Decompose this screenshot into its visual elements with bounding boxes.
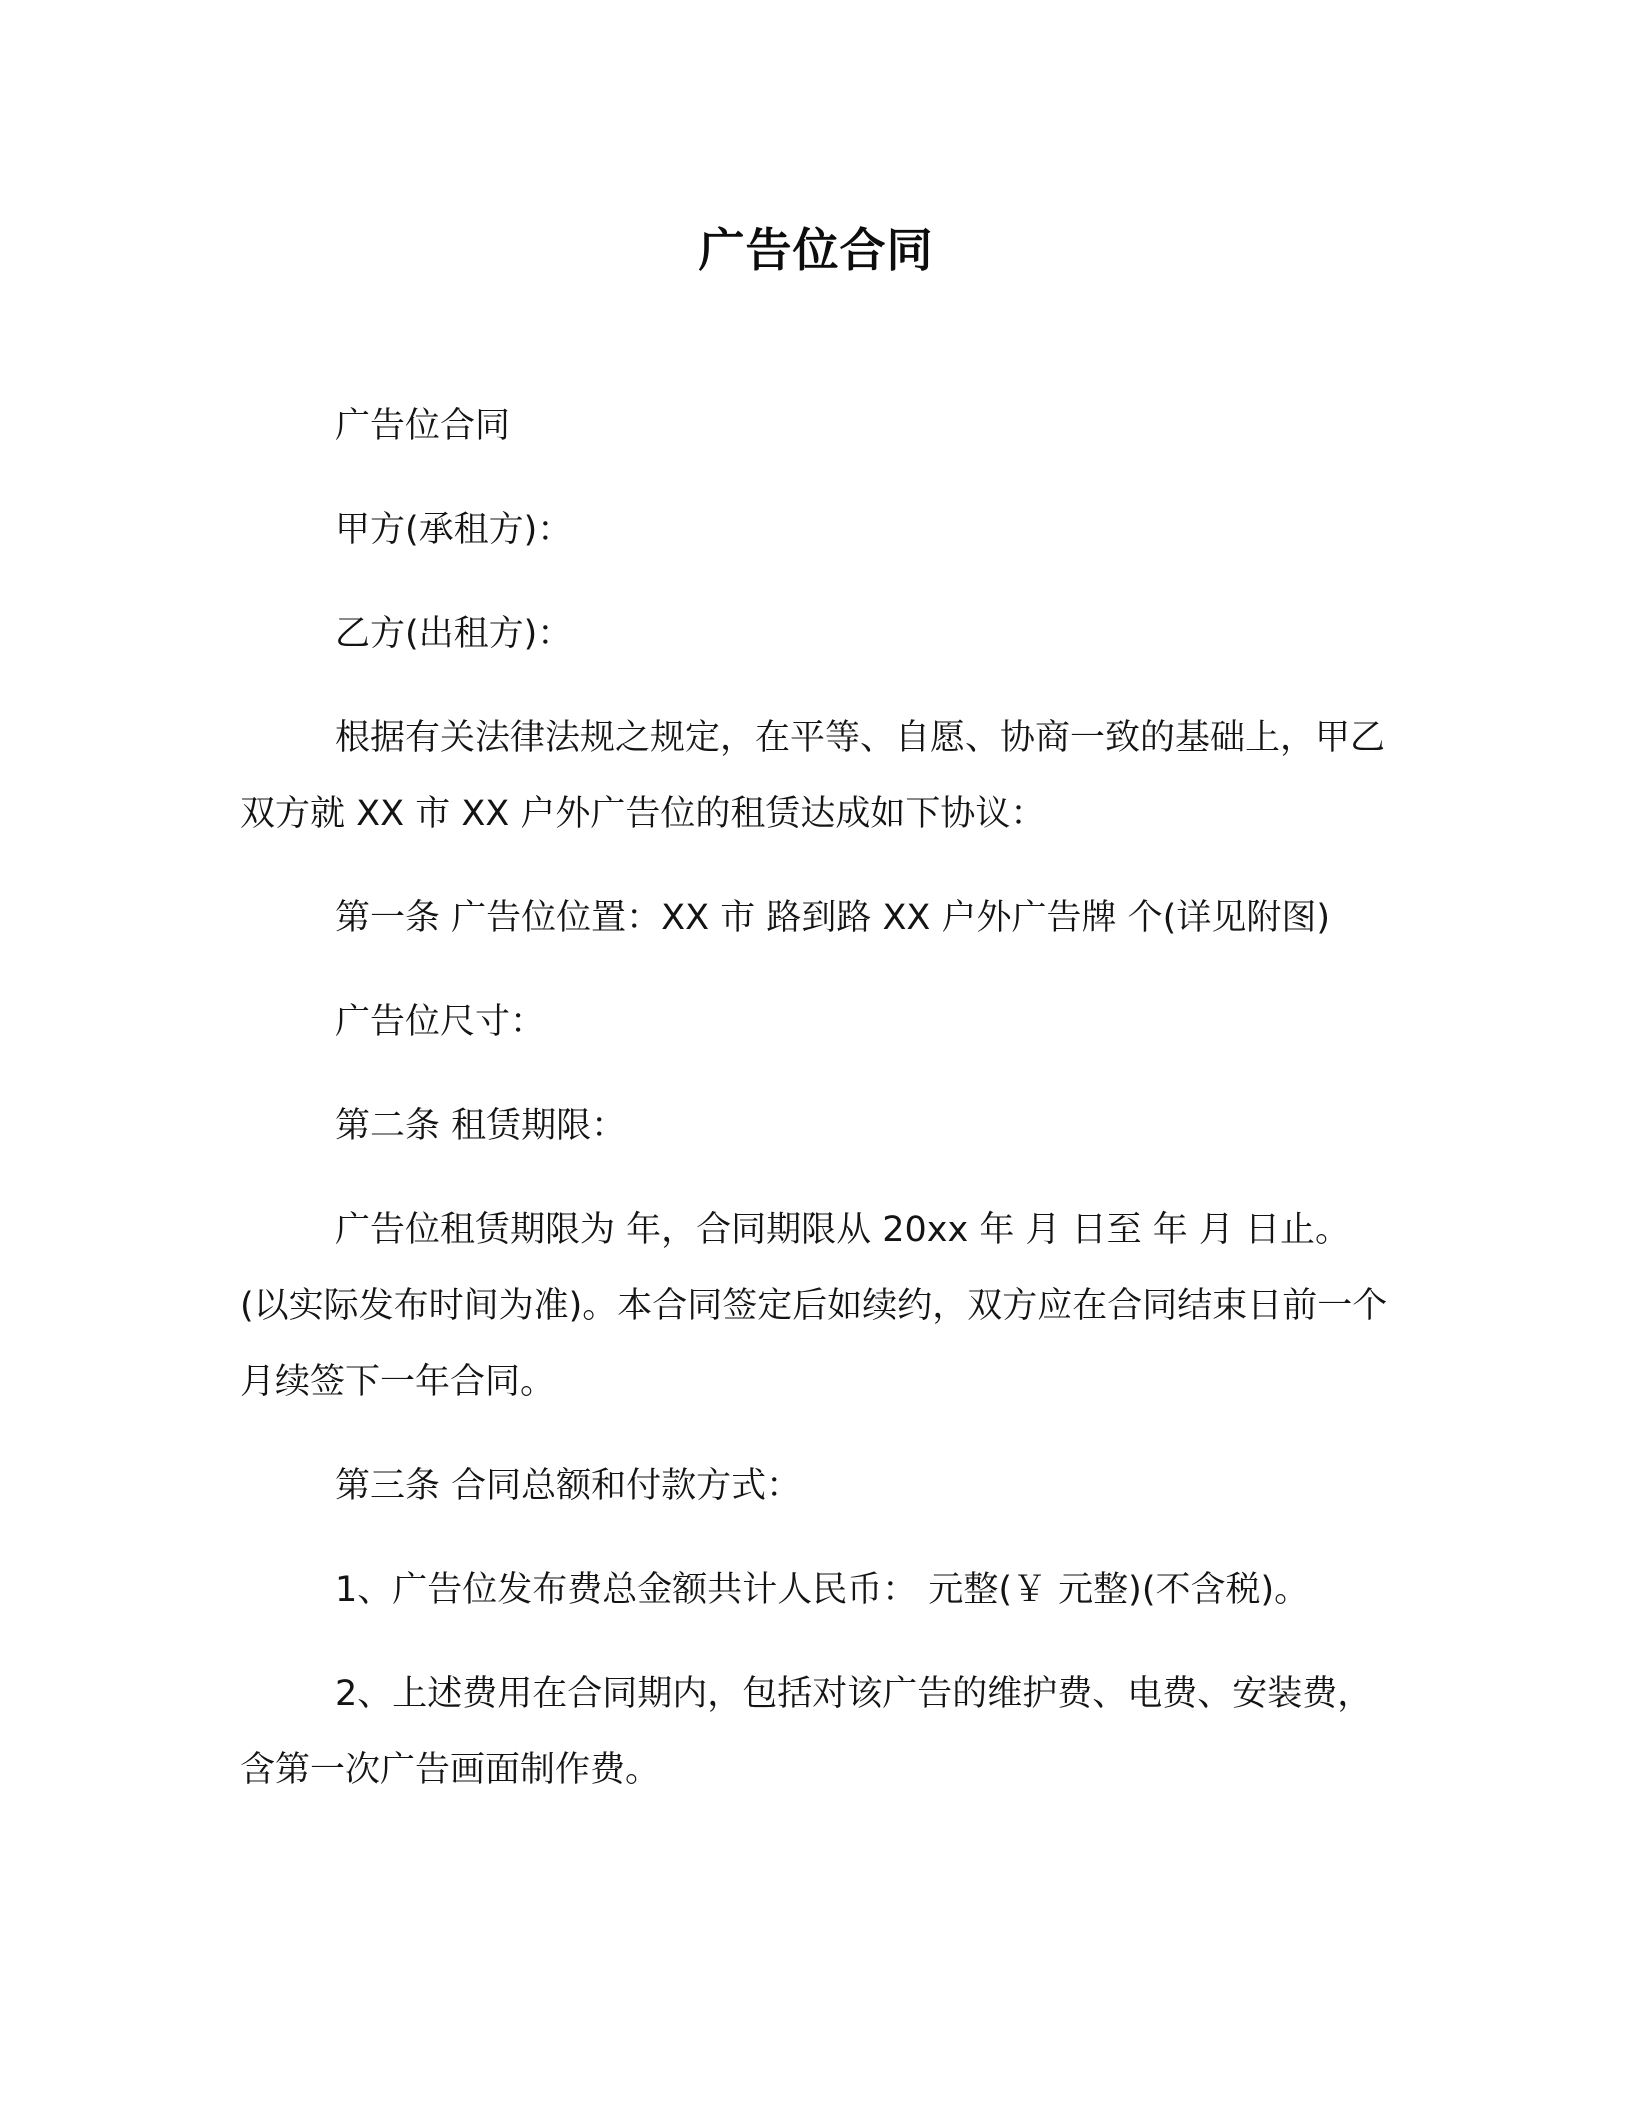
contract-heading: 广告位合同 [335,406,511,446]
lease-term-paragraph: 广告位租赁期限为 年，合同期限从 20xx 年 月 日至 年 月 日止。(以实际发布时间为准)。本合同签定后如续约，双方应在合同结束日前一个月续签下一年合同。 [240,1210,1388,1402]
article-1-location: 第一条 广告位位置：XX 市 路到路 XX 户外广告牌 个(详见附图) [335,898,1330,938]
party-b-line: 乙方(出租方)： [335,614,573,654]
preamble-paragraph: 根据有关法律法规之规定，在平等、自愿、协商一致的基础上，甲乙双方就 XX 市 XX 户外广告位的租赁达成如下协议： [240,718,1386,834]
ad-size-line: 广告位尺寸： [335,1002,546,1042]
payment-item-1: 1、广告位发布费总金额共计人民币： 元整(￥ 元整)(不含税)。 [335,1570,1310,1610]
document-title: 广告位合同 [698,223,934,277]
payment-item-2: 2、上述费用在合同期内，包括对该广告的维护费、电费、安装费，含第一次广告画面制作费。 [240,1674,1373,1790]
article-2-heading: 第二条 租赁期限： [335,1106,627,1146]
document-body [240,388,1390,1836]
party-a-line: 甲方(承租方)： [335,510,573,550]
article-3-heading: 第三条 合同总额和付款方式： [335,1466,802,1506]
